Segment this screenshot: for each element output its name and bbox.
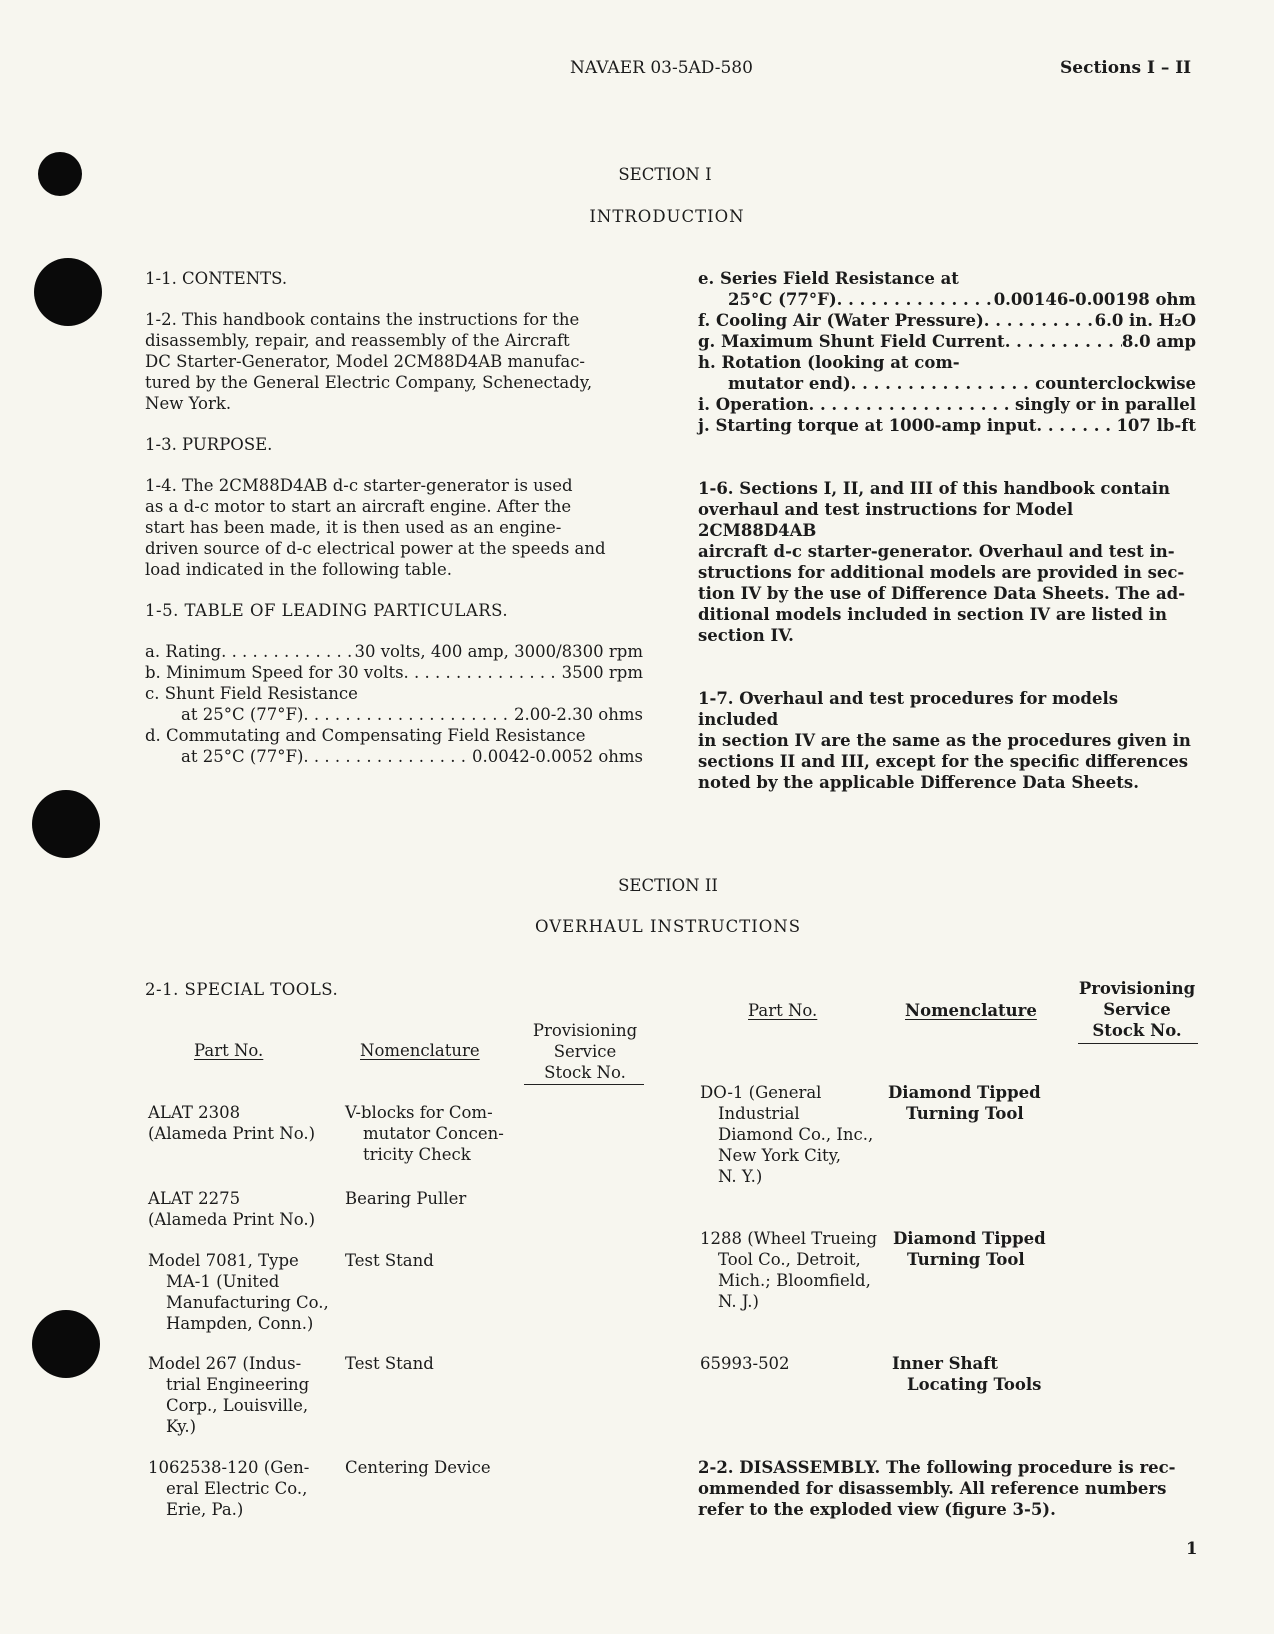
tool-nomenclature: Diamond Tipped Turning Tool xyxy=(893,1229,1046,1269)
particular-g: g. Maximum Shunt Field Current . . . 8.0 amp xyxy=(698,331,1196,352)
particular-d: d. Commutating and Compensating Field Resistance xyxy=(145,726,586,745)
left-column xyxy=(145,268,643,767)
particular-j: j. Starting torque at 1000-amp input . . . 107 lb-ft xyxy=(698,415,1196,436)
section-title: INTRODUCTION xyxy=(589,207,745,226)
particulars-list: a. Rating . . . 30 volts, 400 amp, 3000/8300 rpm b. Minimum Speed for 30 volts . . . 3500 rpm c. Shunt Field Resistance at 25°C (77°F) . . . 2.00-2.30 ohms d. Commutating and Compensating Field Resistance at 25°C (77°F) . . . 0.0042-0.0052 ohms xyxy=(145,641,643,767)
tool-part-no: Model 267 (Indus- trial Engineering Corp., Louisville, Ky.) xyxy=(148,1354,310,1436)
para-2-2: 2-2. DISASSEMBLY. The following procedure is rec- ommended for disassembly. All reference numbers refer to the exploded view (figure 3-5). xyxy=(698,1458,1176,1519)
tool-part-no: DO-1 (General Industrial Diamond Co., Inc., New York City, N. Y.) xyxy=(700,1083,874,1186)
column-header-stock: Provisioning Service Stock No. xyxy=(532,1021,638,1082)
particular-a: a. Rating . . . 30 volts, 400 amp, 3000/8300 rpm xyxy=(145,641,643,662)
particular-b: b. Minimum Speed for 30 volts . . . 3500 rpm xyxy=(145,662,643,683)
column-header-stock: Provisioning Service Stock No. xyxy=(1078,979,1196,1040)
binder-hole xyxy=(32,790,100,858)
para-1-2: 1-2. This handbook contains the instructions for the disassembly, repair, and reassembly of the Aircraft DC Starter-Generator, Model 2CM88D4AB manufac- tured by the General Electric Company, Schenectady, New York. xyxy=(145,310,593,413)
sections-label: Sections I – II xyxy=(1060,58,1192,78)
binder-hole xyxy=(32,1310,100,1378)
para-1-1: 1-1. CONTENTS. xyxy=(145,269,288,288)
tool-part-no: 1062538-120 (Gen- eral Electric Co., Erie, Pa.) xyxy=(148,1458,310,1519)
column-header-part: Part No. xyxy=(748,1001,818,1020)
tool-part-no: 65993-502 xyxy=(700,1354,790,1373)
para-1-5: 1-5. TABLE OF LEADING PARTICULARS. xyxy=(145,601,509,620)
tool-nomenclature: Centering Device xyxy=(345,1458,491,1477)
particular-c: c. Shunt Field Resistance xyxy=(145,684,358,703)
para-2-1: 2-1. SPECIAL TOOLS. xyxy=(145,980,339,999)
tool-nomenclature: V-blocks for Com- mutator Concen- tricity Check xyxy=(345,1103,504,1164)
page-number: 1 xyxy=(1186,1539,1198,1558)
para-1-7: 1-7. Overhaul and test procedures for models included in section IV are the same as the procedures given in sections II and III, except for the specific differences noted by the applicable Difference Data Sheets. xyxy=(698,689,1191,792)
tool-nomenclature: Bearing Puller xyxy=(345,1189,467,1208)
section-title: OVERHAUL INSTRUCTIONS xyxy=(534,917,802,936)
tool-part-no: 1288 (Wheel Trueing Tool Co., Detroit, Mich.; Bloomfield, N. J.) xyxy=(700,1229,878,1311)
particular-h: h. Rotation (looking at com- xyxy=(698,353,960,372)
particular-f: f. Cooling Air (Water Pressure) . . . 6.0 in. H₂O xyxy=(698,310,1196,331)
section-heading: SECTION I xyxy=(618,165,712,184)
header-rule xyxy=(524,1084,644,1085)
tool-nomenclature: Test Stand xyxy=(345,1354,434,1373)
particulars-list-continued: e. Series Field Resistance at 25°C (77°F) . . . 0.00146-0.00198 ohm f. Cooling Air (Water Pressure) . . . 6.0 in. H₂O g. Maximum Shunt Field Current . . . 8.0 amp h. Rotation (looking at com- mutator end) . . . counterclockwise i. Operation . . . singly or in parallel j. Starting torque at 1000-amp input . . . 107 lb-ft xyxy=(698,268,1196,436)
tool-nomenclature: Diamond Tipped Turning Tool xyxy=(888,1083,1041,1123)
tool-nomenclature: Test Stand xyxy=(345,1251,434,1270)
para-1-4: 1-4. The 2CM88D4AB d-c starter-generator is used as a d-c motor to start an aircraft engine. After the start has been made, it is then used as an engine- driven source of d-c electrical power at the speeds and load indicated in the following table. xyxy=(145,476,606,579)
binder-hole xyxy=(34,258,102,326)
column-header-part: Part No. xyxy=(194,1041,264,1060)
column-header-nomen: Nomenclature xyxy=(360,1041,480,1060)
column-header-nomen: Nomenclature xyxy=(905,1001,1037,1020)
particular-e: e. Series Field Resistance at xyxy=(698,269,959,288)
tool-part-no: Model 7081, Type MA-1 (United Manufacturing Co., Hampden, Conn.) xyxy=(148,1251,329,1333)
tool-part-no: ALAT 2308 (Alameda Print No.) xyxy=(148,1103,316,1143)
doc-number: NAVAER 03-5AD-580 xyxy=(570,58,753,78)
particular-i: i. Operation . . . singly or in parallel xyxy=(698,394,1196,415)
header-rule xyxy=(1078,1043,1198,1044)
right-column xyxy=(698,268,1196,793)
tool-nomenclature: Inner Shaft Locating Tools xyxy=(892,1354,1042,1394)
para-1-3: 1-3. PURPOSE. xyxy=(145,435,273,454)
section-heading: SECTION II xyxy=(618,876,718,895)
tool-part-no: ALAT 2275 (Alameda Print No.) xyxy=(148,1189,316,1229)
para-1-6: 1-6. Sections I, II, and III of this handbook contain overhaul and test instructions for Model 2CM88D4AB aircraft d-c starter-generator. Overhaul and test in- structions for additional models are provided in sec- tion IV by the use of Difference Data Sheets. The ad- ditional models included in section IV are listed in section IV. xyxy=(698,479,1186,645)
